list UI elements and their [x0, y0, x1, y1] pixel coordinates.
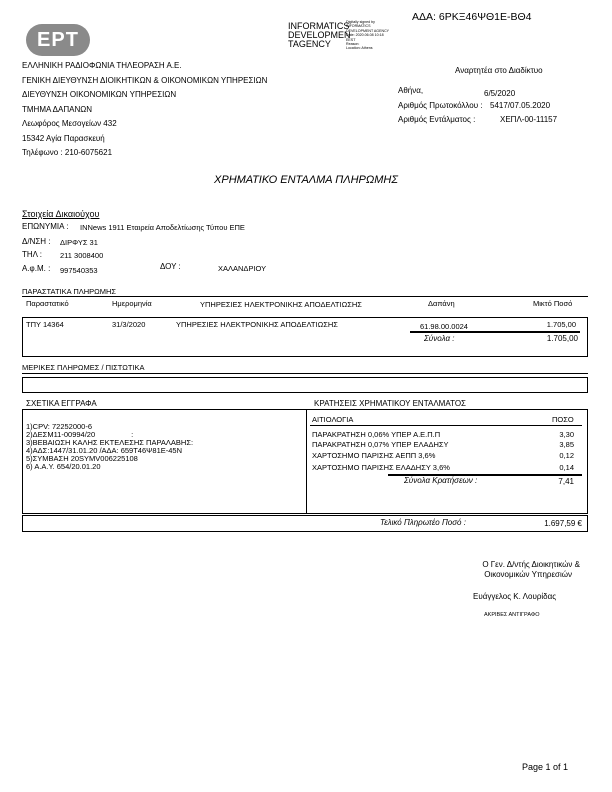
documents-top-rule [22, 296, 588, 297]
final-amount-box [22, 515, 588, 532]
signatory-name: Ευάγγελος Κ. Λουρίδας [473, 592, 557, 601]
signatory-title-line1: Ο Γεν. Δ/ντής Διοικητικών & [482, 560, 580, 569]
deduction-value: 3,30 [559, 430, 574, 439]
doy-value: ΧΑΛΑΝΔΡΙΟΥ [218, 264, 267, 273]
list-item: 6) Α.Α.Υ. 654/20.01.20 [26, 462, 101, 471]
partial-box [22, 377, 588, 393]
deductions-header-rule [310, 425, 582, 426]
address-value: ΔΙΡΦΥΣ 31 [60, 238, 98, 247]
signatory-title-line2: Οικονομικών Υπηρεσιών [484, 570, 572, 579]
organization-block [22, 59, 267, 161]
deductions-heading: ΚΡΑΤΗΣΕΙΣ ΧΡΗΜΑΤΙΚΟΥ ΕΝΤΑΛΜΑΤΟΣ [314, 399, 466, 408]
org-line: ΤΜΗΜΑ ΔΑΠΑΝΩΝ [22, 104, 92, 114]
page-title: ΧΡΗΜΑΤΙΚΟ ΕΝΤΑΛΜΑ ΠΛΗΡΩΜΗΣ [214, 174, 398, 186]
row-gross-amount: 1.705,00 [546, 320, 576, 329]
documents-total-value: 1.705,00 [546, 334, 578, 343]
related-list [26, 423, 193, 471]
col-date: Ημερομηνία [112, 299, 152, 308]
final-amount-value: 1.697,59 € [544, 519, 582, 528]
deduction-label: ΠΑΡΑΚΡΑΤΗΣΗ 0,06% ΥΠΕΡ Α.Ε.Π.Π [312, 430, 441, 439]
true-copy-stamp: ΑΚΡΙΒΕΣ ΑΝΤΙΓΡΑΦΟ [484, 612, 540, 618]
agency-line: DEVELOPMEN [288, 30, 351, 40]
col-reason: ΑΙΤΙΟΛΟΓΙΑ [312, 415, 354, 424]
total-rule [410, 331, 580, 333]
ert-logo: ΕΡΤ [26, 24, 90, 56]
row-expense: 61.98.00.0024 [420, 322, 468, 331]
list-item: 2)ΔΕΣΜ11-00994/20 : [26, 430, 134, 439]
beneficiary-heading: Στοιχεία Δικαιούχου [22, 209, 100, 219]
athens-label: Αθήνα, [398, 86, 424, 95]
related-heading: ΣΧΕΤΙΚΑ ΕΓΓΡΑΦΑ [26, 399, 97, 408]
protocol-value: 5417/07.05.2020 [490, 101, 551, 110]
deduction-value: 0,12 [559, 451, 574, 460]
org-line: ΔΙΕΥΘΥΝΣΗ ΟΙΚΟΝΟΜΙΚΩΝ ΥΠΗΡΕΣΙΩΝ [22, 90, 177, 99]
partial-rule [22, 373, 588, 374]
afm-label: Α.φ.Μ. : [22, 264, 51, 273]
phone-value: 211 3008400 [60, 251, 104, 260]
athens-date: 6/5/2020 [484, 89, 516, 98]
org-line: ΕΛΛΗΝΙΚΗ ΡΑΔΙΟΦΩΝΙΑ ΤΗΛΕΟΡΑΣΗ Α.Ε. [22, 61, 182, 70]
protocol-label: Αριθμός Πρωτοκόλλου : [398, 101, 483, 110]
deduction-value: 0,14 [559, 463, 574, 472]
section-divider [306, 409, 307, 514]
agency-line: INFORMATICS [288, 21, 350, 31]
list-item: 1)CPV: 72252000-6 [26, 422, 93, 431]
deductions-total-value: 7,41 [558, 477, 574, 486]
col-gross-amount: Μικτό Ποσό [533, 299, 573, 308]
page-number: Page 1 of 1 [522, 762, 569, 772]
deductions-total-label: Σύνολα Κρατήσεων : [404, 476, 478, 485]
col-description: ΥΠΗΡΕΣΙΕΣ ΗΛΕΚΤΡΟΝΙΚΗΣ ΑΠΟΔΕΛΤΙΩΣΗΣ [200, 300, 362, 309]
col-document: Παραστατικό [26, 299, 69, 308]
final-amount-label: Τελικό Πληρωτέο Ποσό : [380, 518, 466, 527]
row-date: 31/3/2020 [112, 320, 146, 329]
col-expense: Δαπάνη [428, 299, 455, 308]
afm-value: 997540353 [60, 266, 98, 275]
documents-heading: ΠΑΡΑΣΤΑΤΙΚΑ ΠΛΗΡΩΜΗΣ [22, 287, 117, 296]
list-item: 3)ΒΕΒΑΙΩΣΗ ΚΑΛΗΣ ΕΚΤΕΛΕΣΗΣ ΠΑΡΑΛΑΒΗΣ: [26, 438, 194, 447]
phone-label: ΤΗΛ : [22, 250, 43, 259]
org-line: 15342 Αγία Παρασκευή [22, 133, 105, 143]
digital-signature-text: Digitally signed by INFORMATICS DEVELOPMENT AGENCY Date: 2020.06.08 10:18 EEST Reason: Location: Athens [346, 20, 390, 51]
list-item: 5)ΣΥΜΒΑΣΗ 20SYMV006225108 [26, 454, 138, 463]
order-value: ΧΕΠΛ-00-11157 [500, 115, 558, 124]
deduction-label: ΧΑΡΤΟΣΗΜΟ ΠΑΡΙΣΗΣ ΕΛΑΔΗΣΥ 3,6% [312, 463, 450, 472]
name-value: INNews 1911 Εταιρεία Αποδελτίωσης Τύπου ΕΠΕ [80, 223, 245, 232]
ada-code: ΑΔΑ: 6ΡΚΞ46ΨΘ1Ε-ΒΘ4 [412, 11, 532, 23]
row-description: ΥΠΗΡΕΣΙΕΣ ΗΛΕΚΤΡΟΝΙΚΗΣ ΑΠΟΔΕΛΤΙΩΣΗΣ [176, 320, 338, 329]
posted-notice: Αναρτητέα στο Διαδίκτυο [455, 66, 543, 75]
order-label: Αριθμός Εντάλματος : [398, 115, 476, 124]
deduction-value: 3,85 [559, 440, 574, 449]
agency-signature-block [288, 22, 351, 49]
partial-heading: ΜΕΡΙΚΕΣ ΠΛΗΡΩΜΕΣ / ΠΙΣΤΩΤΙΚΑ [22, 363, 145, 372]
documents-total-label: Σύνολα : [424, 334, 455, 343]
doy-label: ΔΟΥ : [160, 262, 181, 271]
list-item: 4)ΑΔΣ:1447/31.01.20 /ΑΔΑ: 659Τ46Ψ81Ε-45Ν [26, 446, 183, 455]
address-label: Δ/ΝΣΗ : [22, 237, 51, 246]
name-label: ΕΠΩΝΥΜΙΑ : [22, 222, 69, 231]
agency-line: TAGENCY [288, 39, 331, 49]
col-amount: ΠΟΣΟ [552, 415, 574, 424]
row-document: ΤΠΥ 14364 [26, 320, 64, 329]
org-line: ΓΕΝΙΚΗ ΔΙΕΥΘΥΝΣΗ ΔΙΟΙΚΗΤΙΚΩΝ & ΟΙΚΟΝΟΜΙΚΩΝ ΥΠΗΡΕΣΙΩΝ [22, 75, 268, 85]
deduction-label: ΧΑΡΤΟΣΗΜΟ ΠΑΡΙΣΗΣ ΑΕΠΠ 3,6% [312, 451, 436, 460]
org-line: Τηλέφωνο : 210-6075621 [22, 148, 113, 157]
org-line: Λεωφόρος Μεσογείων 432 [22, 119, 117, 128]
deduction-label: ΠΑΡΑΚΡΑΤΗΣΗ 0,07% ΥΠΕΡ ΕΛΑΔΗΣΥ [312, 440, 449, 449]
